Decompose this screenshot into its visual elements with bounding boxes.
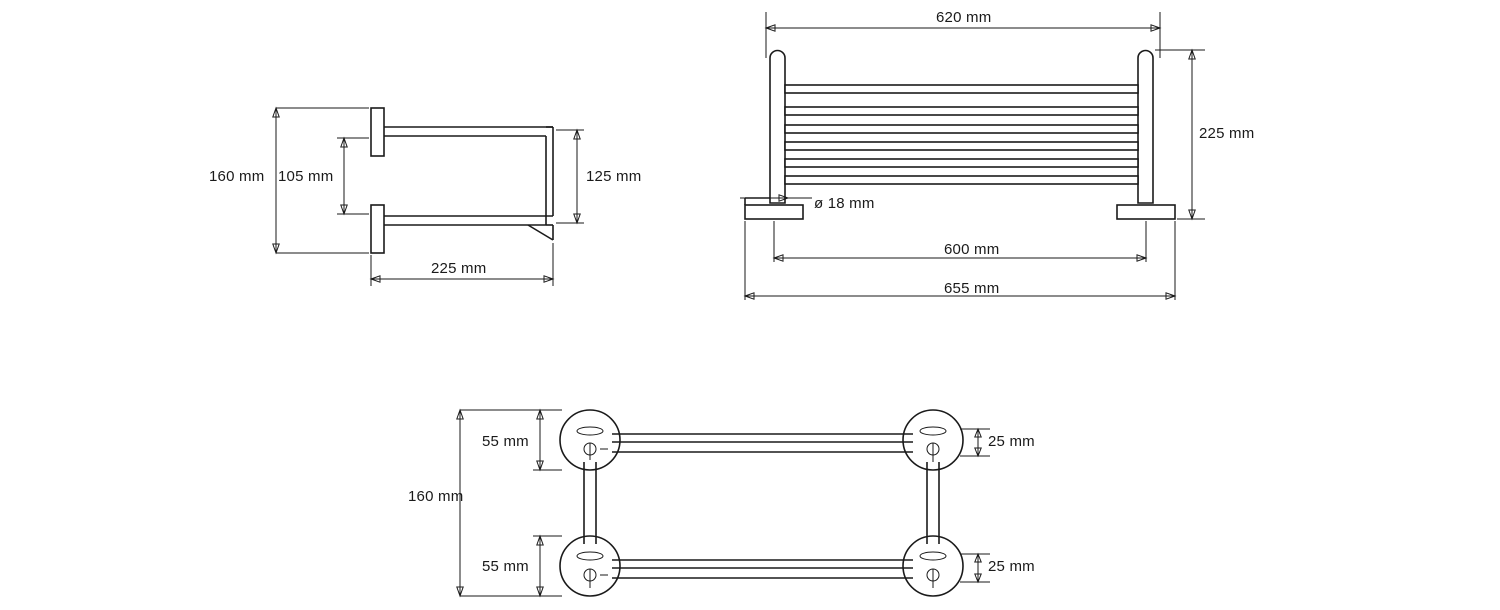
top-screw-lower-left-a	[577, 552, 603, 560]
front-right-post	[1138, 51, 1153, 204]
top-screw-upper-left-a	[577, 427, 603, 435]
front-bar-2	[785, 107, 1138, 115]
front-dim-diameter-label: ø 18 mm	[814, 195, 875, 212]
top-screw-upper-right-a	[920, 427, 946, 435]
top-flange-upper-left	[560, 410, 620, 470]
side-dim-105-label: 105 mm	[278, 168, 334, 185]
top-dim-25-upper-label: 25 mm	[988, 433, 1035, 450]
front-bar-4	[785, 142, 1138, 150]
front-dim-620-label: 620 mm	[936, 9, 992, 26]
top-dim-55-lower-label: 55 mm	[482, 558, 529, 575]
side-dim-225-label: 225 mm	[431, 260, 487, 277]
side-dim-125-label: 125 mm	[586, 168, 642, 185]
front-bar-6	[785, 176, 1138, 184]
top-dim-55-upper-label: 55 mm	[482, 433, 529, 450]
front-bar-1	[785, 85, 1138, 93]
top-dim-25-upper	[960, 429, 990, 456]
front-dim-225-label: 225 mm	[1199, 125, 1255, 142]
front-view-geometry	[745, 51, 1175, 220]
front-dim-655-label: 655 mm	[944, 280, 1000, 297]
side-upper-wall-plate	[371, 108, 384, 156]
side-dim-160-label: 160 mm	[209, 168, 265, 185]
front-left-post	[770, 51, 785, 204]
front-bar-3	[785, 125, 1138, 133]
front-right-base-plate	[1117, 205, 1175, 219]
front-dim-600-label: 600 mm	[944, 241, 1000, 258]
top-screw-lower-right-a	[920, 552, 946, 560]
top-dim-55-upper	[533, 410, 562, 470]
front-dim-225	[1155, 50, 1205, 219]
side-dim-125	[556, 130, 584, 223]
side-dim-105	[337, 138, 369, 214]
side-foot-detail	[528, 225, 553, 240]
top-dim-55-lower	[533, 536, 562, 596]
top-dim-25-lower	[960, 554, 990, 582]
top-dim-160-label: 160 mm	[408, 488, 464, 505]
side-lower-wall-plate	[371, 205, 384, 253]
front-bar-5	[785, 159, 1138, 167]
top-dim-25-lower-label: 25 mm	[988, 558, 1035, 575]
side-view-geometry	[371, 108, 553, 253]
top-view-geometry	[560, 410, 963, 596]
front-left-base-plate	[745, 205, 803, 219]
